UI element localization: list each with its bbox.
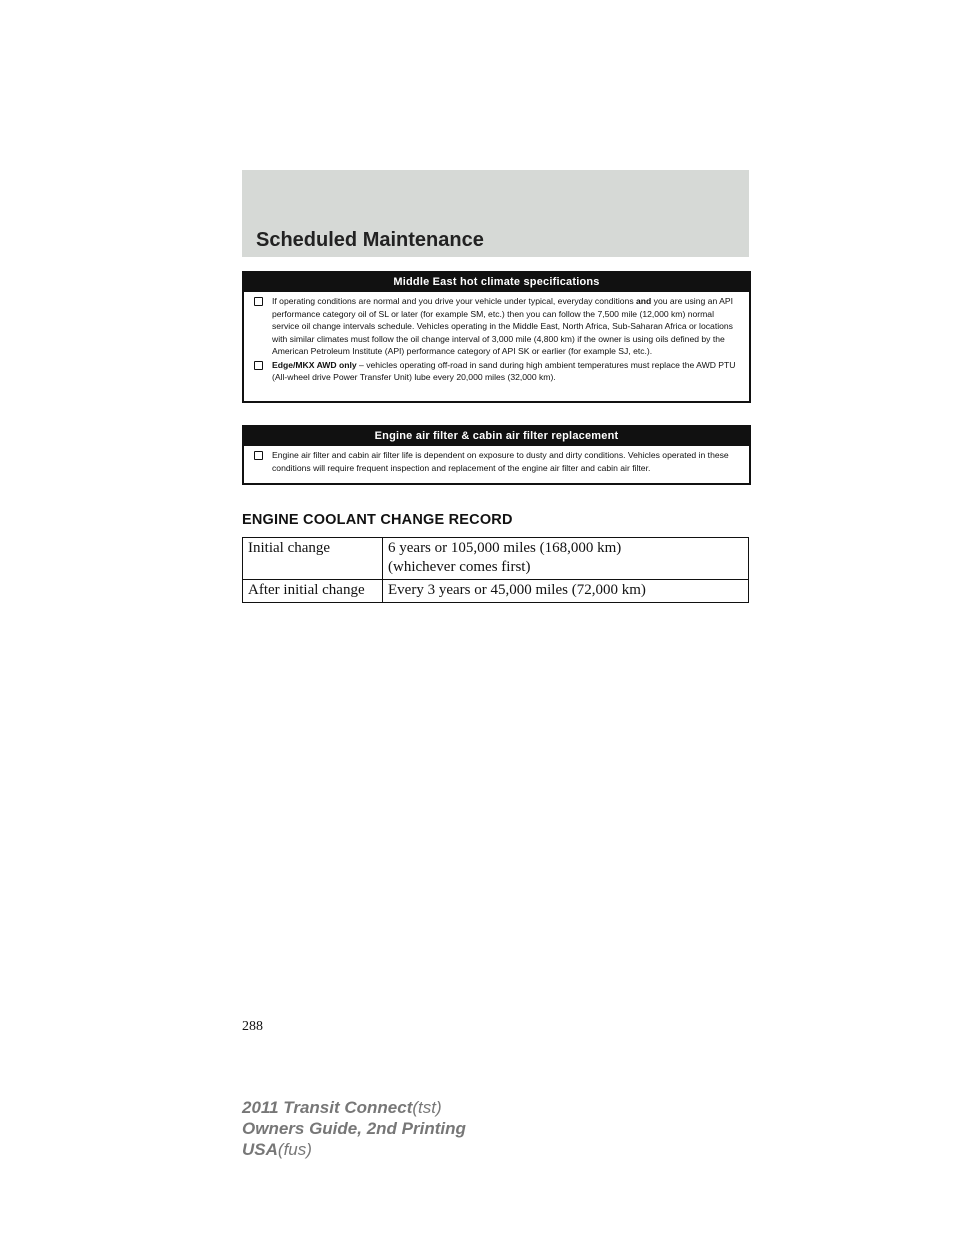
- checkbox-icon: [254, 361, 263, 370]
- table-row: [243, 580, 749, 603]
- section-header-band: [242, 170, 749, 257]
- item-text-bold: and: [636, 296, 652, 306]
- list-item: [252, 449, 741, 474]
- footer-line: [242, 1139, 466, 1160]
- middle-east-specs-list: [244, 292, 749, 384]
- footer-model-code: (tst): [412, 1098, 442, 1117]
- list-item: [252, 359, 741, 384]
- list-item: [252, 295, 741, 358]
- middle-east-specs-heading: Middle East hot climate specifications: [244, 273, 749, 292]
- air-filter-list: [244, 446, 749, 474]
- middle-east-specs-box: [242, 271, 751, 403]
- table-cell-label: After initial change: [243, 580, 383, 603]
- table-cell-value: [383, 538, 749, 580]
- value-line: Every 3 years or 45,000 miles (72,000 km): [388, 582, 646, 598]
- item-text: Engine air filter and cabin air filter life is dependent on exposure to dusty and dirty conditions. Vehicles operated in these conditions will require frequent inspection and replacement of the engine air filter and cabin air filter.: [272, 450, 729, 473]
- table-row: [243, 538, 749, 580]
- air-filter-box: [242, 425, 751, 485]
- footer-line: Owners Guide, 2nd Printing: [242, 1119, 466, 1138]
- page-number: 288: [242, 1019, 263, 1034]
- footer-model: 2011 Transit Connect: [242, 1098, 413, 1117]
- item-text-post: you are using an API performance category oil of SL or later (for example SM, etc.) then you can follow the 7,500 mile (12,000 km) normal service oil change intervals schedule. Vehicles operating in the Middle East, North Africa, Sub-Saharan Africa or locations with similar climates must follow the oil change interval of 3,000 mile (4,800 km) if the owner is using oils defined by the American Petroleum Institute (API) performance category of API SK or earlier (for example SJ, etc.).: [272, 296, 733, 356]
- footer-market-code: (fus): [277, 1140, 312, 1159]
- item-text-post: – vehicles operating off-road in sand during high ambient temperatures must replace the AWD PTU (All-wheel drive Power Transfer Unit) lube every 20,000 miles (32,000 km).: [272, 359, 736, 382]
- print-footer: [242, 1097, 466, 1160]
- footer-market: USA: [242, 1140, 278, 1159]
- air-filter-heading: Engine air filter & cabin air filter replacement: [244, 427, 749, 446]
- table-cell-label: Initial change: [243, 538, 383, 580]
- checkbox-icon: [254, 297, 263, 306]
- table-cell-value: [383, 580, 749, 603]
- section-title: Scheduled Maintenance: [256, 229, 484, 251]
- checkbox-icon: [254, 451, 263, 460]
- item-text-bold: Edge/MKX AWD only: [272, 359, 357, 370]
- value-line: 6 years or 105,000 miles (168,000 km): [388, 540, 622, 556]
- coolant-record-heading: ENGINE COOLANT CHANGE RECORD: [242, 512, 513, 528]
- footer-line: [242, 1097, 466, 1118]
- item-text-pre: If operating conditions are normal and you drive your vehicle under typical, everyday conditions: [272, 296, 637, 306]
- coolant-record-table: [242, 537, 749, 603]
- value-line: (whichever comes first): [388, 559, 531, 575]
